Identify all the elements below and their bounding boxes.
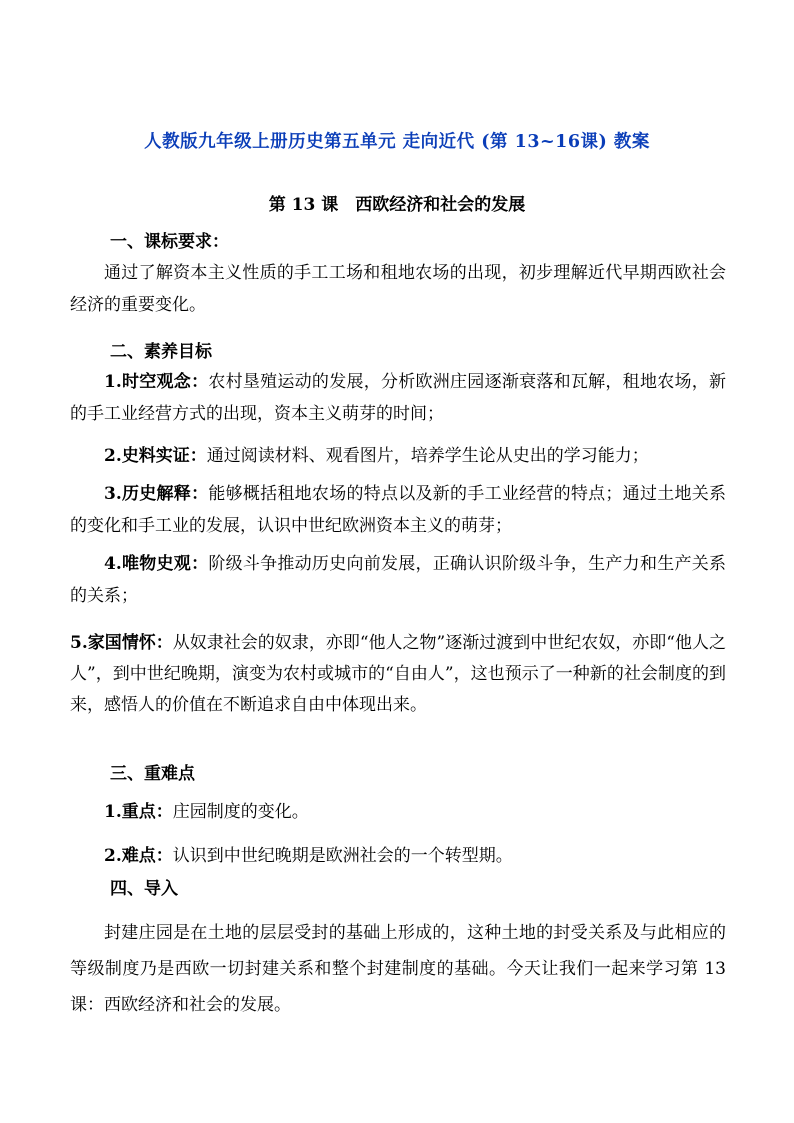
key-point-label-1: 1.重点：	[104, 802, 173, 822]
goal-item-2	[70, 440, 726, 472]
section-heading-intro: 四、导入	[110, 879, 178, 899]
goal-text-2: 通过阅读材料、观看图片，培养学生论从史出的学习能力；	[206, 446, 649, 466]
key-point-label-2: 2.难点：	[104, 846, 173, 866]
goal-text-1: 农村垦殖运动的发展，分析欧洲庄园逐渐衰落和瓦解，租地农场，新的手工业经营方式的出现，资本主义萌芽的时间；	[70, 372, 727, 424]
key-point-text-1: 庄园制度的变化。	[172, 802, 309, 822]
section-heading-standards: 一、课标要求：	[110, 232, 229, 252]
paragraph-intro: 封建庄园是在土地的层层受封的基础上形成的，这种土地的封受关系及与此相应的等级制度乃是西欧一切封建关系和整个封建制度的基础。今天让我们一起来学习第 13 课：西欧经济和社会的发展。	[70, 923, 726, 1015]
goal-label-5: 5.家国情怀：	[70, 633, 173, 653]
goal-label-1: 1.时空观念：	[104, 372, 209, 392]
key-point-text-2: 认识到中世纪晚期是欧洲社会的一个转型期。	[172, 846, 513, 866]
goal-item-1	[70, 366, 726, 430]
goal-item-3	[70, 478, 726, 542]
document-title: 人教版九年级上册历史第五单元 走向近代 (第 13~16课) 教案	[144, 132, 650, 152]
goal-label-3: 3.历史解释：	[104, 484, 209, 504]
goal-item-5	[70, 628, 726, 721]
goal-label-4: 4.唯物史观：	[104, 554, 209, 574]
key-point-item-2	[70, 840, 726, 872]
key-point-item-1	[70, 796, 726, 828]
lesson-title: 第 13 课 西欧经济和社会的发展	[268, 195, 526, 215]
goal-label-2: 2.史料实证：	[104, 446, 207, 466]
goal-text-4: 阶级斗争推动历史向前发展，正确认识阶级斗争，生产力和生产关系的关系；	[70, 554, 727, 606]
section-heading-key-points: 三、重难点	[110, 764, 195, 784]
goal-text-5: 从奴隶社会的奴隶，亦即“他人之物”逐渐过渡到中世纪农奴，亦即“他人之人”，到中世纪晚期，演变为农村或城市的“自由人”，这也预示了一种新的社会制度的到来，感悟人的价值在不断追求自由中体现出来。	[70, 633, 726, 715]
goal-item-4	[70, 548, 726, 612]
paragraph-standards: 通过了解资本主义性质的手工工场和租地农场的出现，初步理解近代早期西欧社会经济的重要变化。	[70, 263, 726, 315]
goal-text-3: 能够概括租地农场的特点以及新的手工业经营的特点；通过土地关系的变化和手工业的发展，认识中世纪欧洲资本主义的萌芽；	[70, 484, 727, 536]
section-heading-goals: 二、素养目标	[110, 342, 212, 362]
